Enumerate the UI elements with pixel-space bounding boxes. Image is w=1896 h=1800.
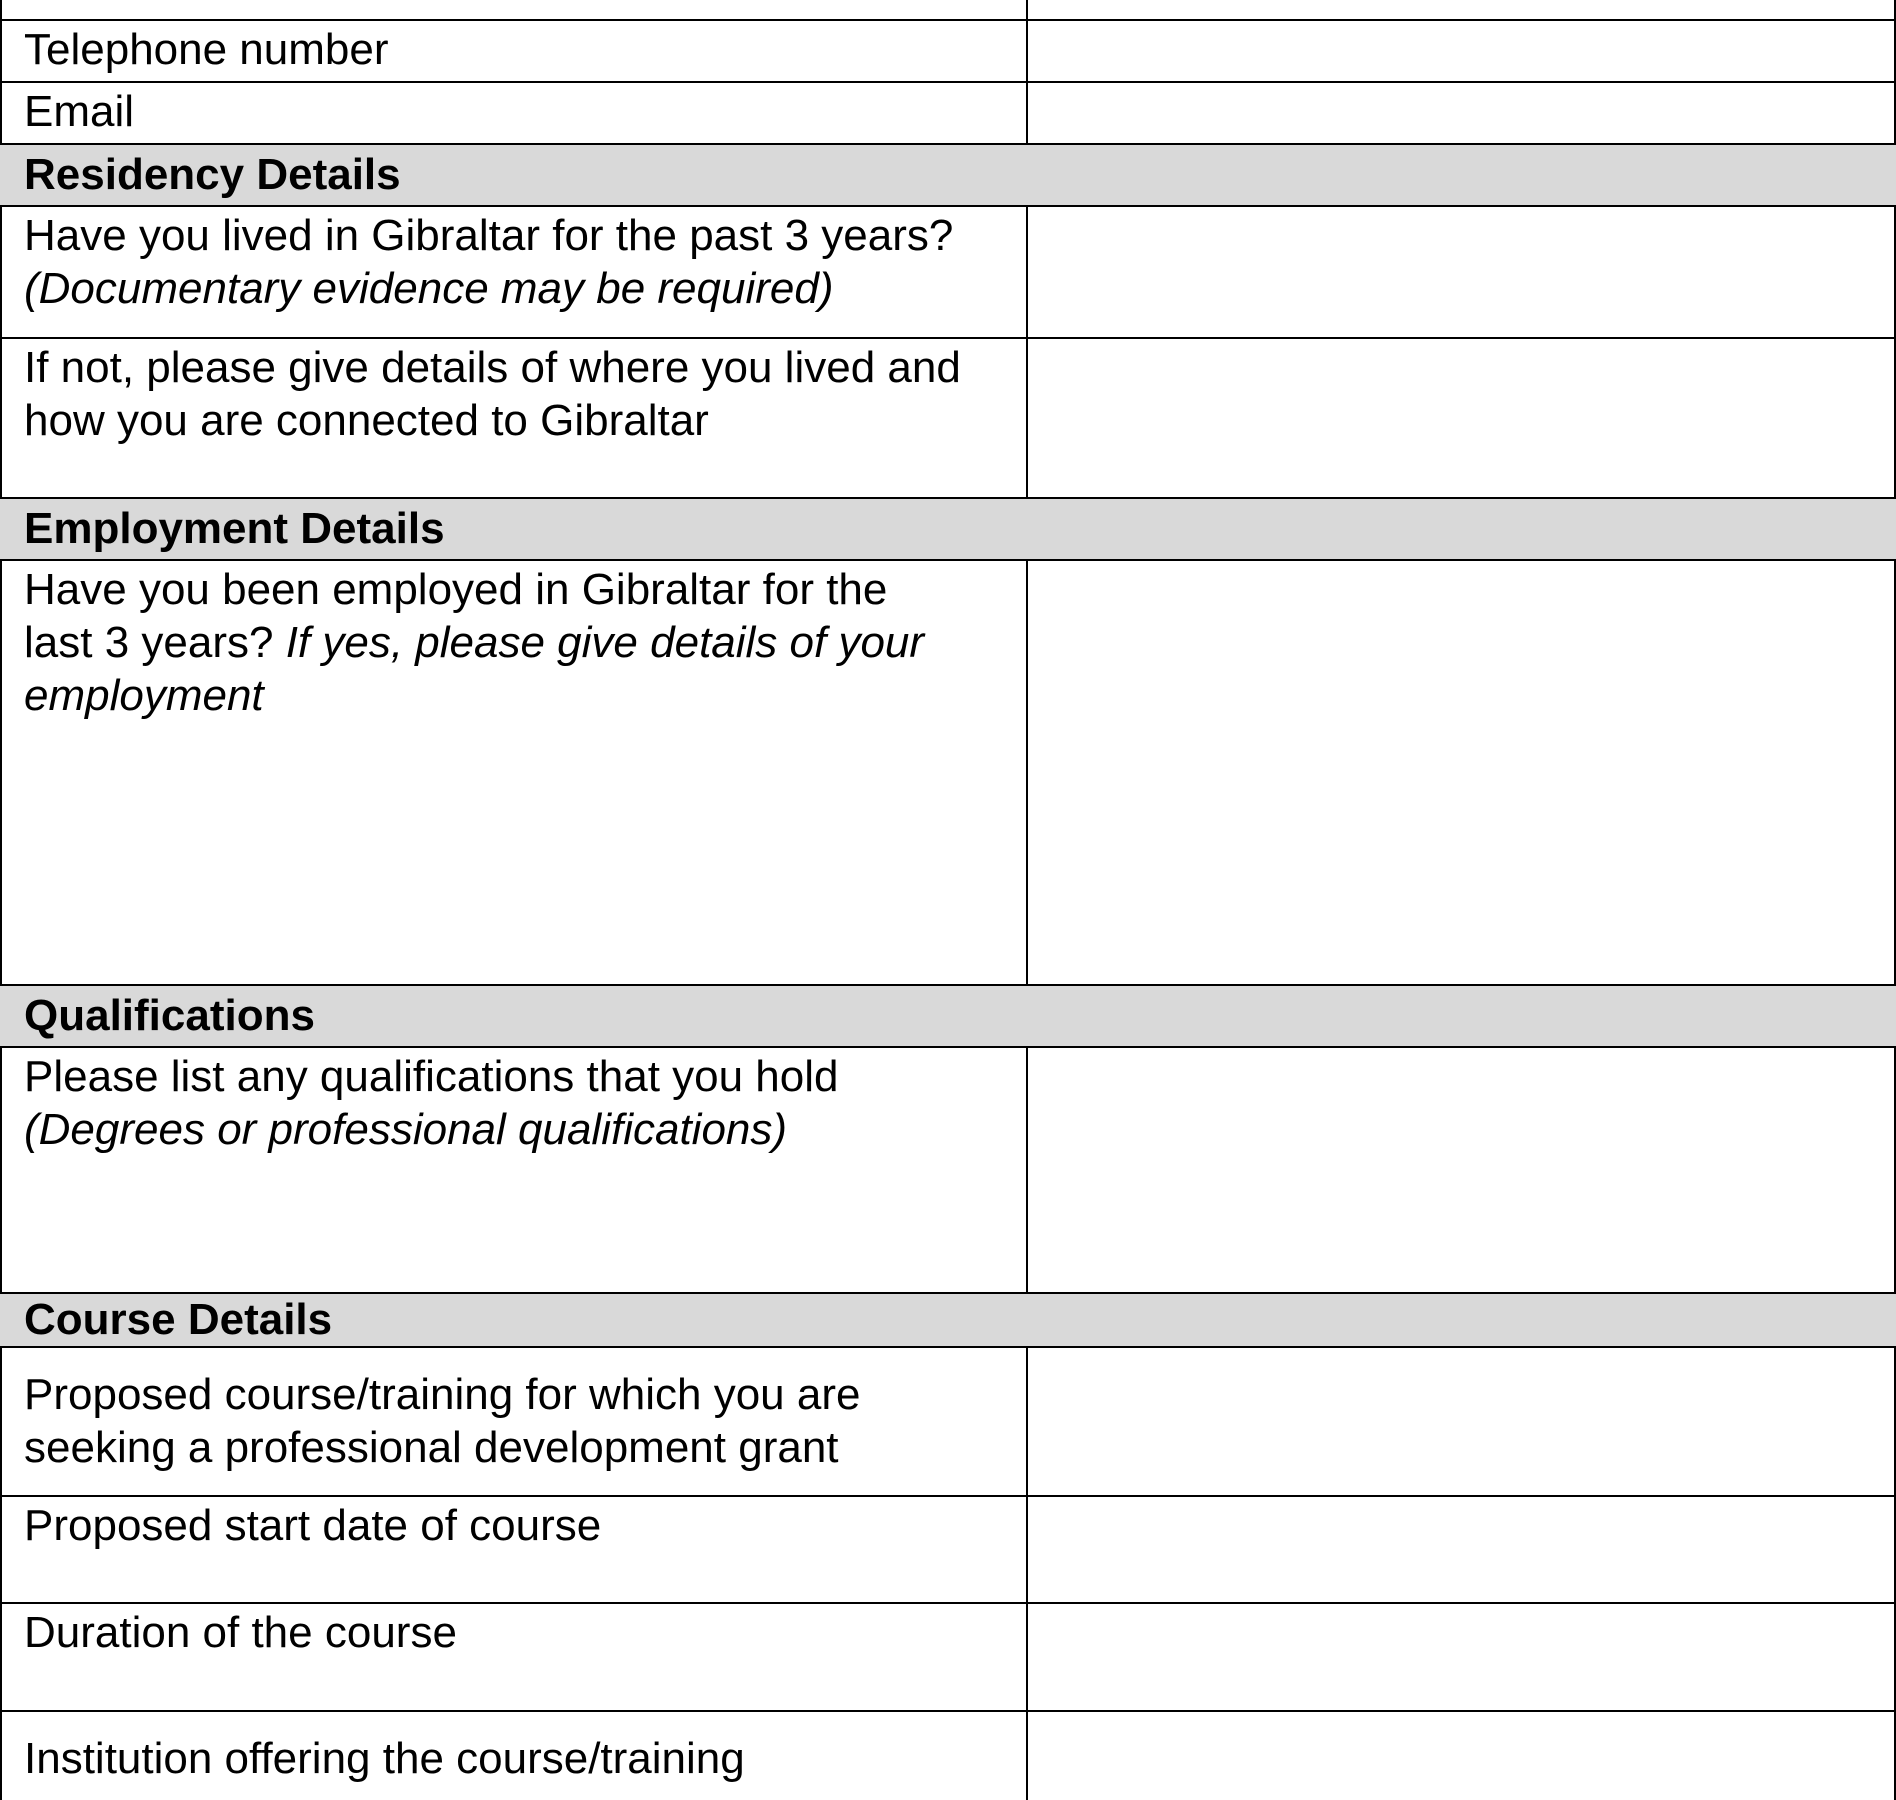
if-not-details-row xyxy=(0,339,1896,497)
employed-line2-plain: last 3 years? xyxy=(24,618,274,667)
duration-input[interactable] xyxy=(1029,1604,1896,1710)
start-date-row xyxy=(0,1497,1896,1602)
telephone-label: Telephone number xyxy=(24,25,389,74)
lived-gibraltar-note: (Documentary evidence may be required) xyxy=(24,264,834,313)
section-title: Qualifications xyxy=(24,991,315,1040)
proposed-course-line1: Proposed course/training for which you are xyxy=(24,1370,861,1419)
proposed-course-label xyxy=(24,1368,1014,1474)
lived-gibraltar-question: Have you lived in Gibraltar for the past 3 years? xyxy=(24,211,954,260)
section-header-course xyxy=(0,1294,1896,1346)
institution-row xyxy=(0,1712,1896,1800)
section-header-employment xyxy=(0,499,1896,559)
column-divider xyxy=(1026,0,1028,19)
section-header-residency xyxy=(0,145,1896,205)
duration-label: Duration of the course xyxy=(24,1608,457,1657)
section-title: Employment Details xyxy=(24,504,445,553)
lived-gibraltar-input[interactable] xyxy=(1029,207,1896,337)
qualifications-row xyxy=(0,1048,1896,1292)
start-date-input[interactable] xyxy=(1029,1497,1896,1602)
qualifications-label xyxy=(24,1050,1014,1156)
qualifications-question: Please list any qualifications that you hold xyxy=(24,1052,839,1101)
employed-line3-italic: employment xyxy=(24,671,264,720)
email-input[interactable] xyxy=(1029,83,1896,144)
if-not-details-line2: how you are connected to Gibraltar xyxy=(24,396,709,445)
institution-label: Institution offering the course/training xyxy=(24,1734,745,1783)
telephone-input[interactable] xyxy=(1029,21,1896,82)
if-not-details-line1: If not, please give details of where you lived and xyxy=(24,343,961,392)
employed-line1: Have you been employed in Gibraltar for the xyxy=(24,565,888,614)
section-title: Course Details xyxy=(24,1295,333,1344)
section-title: Residency Details xyxy=(24,150,401,199)
email-label: Email xyxy=(24,87,135,136)
lived-gibraltar-row xyxy=(0,207,1896,337)
start-date-label: Proposed start date of course xyxy=(24,1501,602,1550)
if-not-details-input[interactable] xyxy=(1029,339,1896,497)
lived-gibraltar-label xyxy=(24,209,1014,315)
qualifications-note: (Degrees or professional qualifications) xyxy=(24,1105,788,1154)
employed-gibraltar-row xyxy=(0,561,1896,984)
employed-gibraltar-label xyxy=(24,563,1014,722)
column-divider xyxy=(1026,559,1028,985)
employed-gibraltar-input[interactable] xyxy=(1029,561,1896,984)
proposed-course-row xyxy=(0,1348,1896,1495)
employed-line2-italic: If yes, please give details of your xyxy=(285,618,925,667)
qualifications-input[interactable] xyxy=(1029,1048,1896,1292)
proposed-course-input[interactable] xyxy=(1029,1348,1896,1495)
institution-input[interactable] xyxy=(1029,1712,1896,1800)
proposed-course-line2: seeking a professional development grant xyxy=(24,1423,839,1472)
column-divider xyxy=(1026,1046,1028,1293)
section-header-qualifications xyxy=(0,986,1896,1046)
email-row xyxy=(0,83,1896,144)
telephone-row xyxy=(0,21,1896,82)
if-not-details-label xyxy=(24,341,1014,447)
duration-row xyxy=(0,1604,1896,1710)
